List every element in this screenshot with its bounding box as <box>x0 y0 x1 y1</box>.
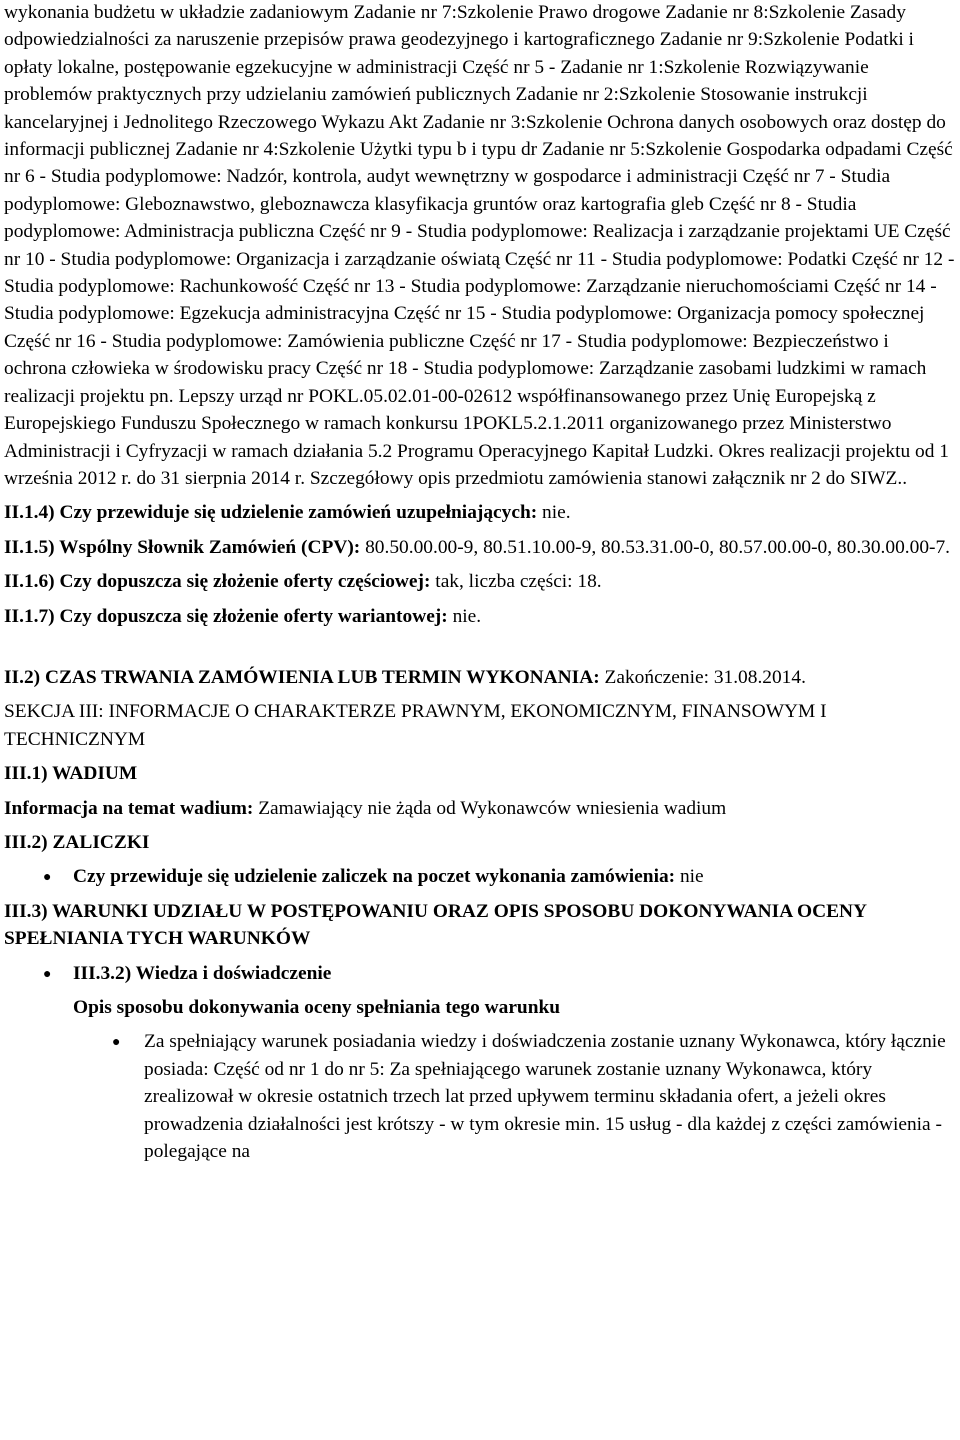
list-item <box>4 1028 956 1165</box>
warunki-list <box>4 960 956 987</box>
zaliczki-label: Czy przewiduje się udzielenie zaliczek na poczet wykonania zamówienia: <box>73 866 676 888</box>
zaliczki-list <box>4 863 956 890</box>
wadium-entry <box>4 795 956 822</box>
document-page <box>4 0 956 1165</box>
supplementary-orders-value: nie. <box>537 502 571 524</box>
supplementary-orders-label: II.1.4) Czy przewiduje się udzielenie zamówień uzupełniających: <box>4 502 538 524</box>
opis-heading-text: Opis sposobu dokonywania oceny spełniania tego warunku <box>73 997 561 1018</box>
duration-entry <box>4 664 956 691</box>
object-description-text: wykonania budżetu w układzie zadaniowym Zadanie nr 7:Szkolenie Prawo drogowe Zadanie nr 8:Szkolenie Zasady odpowiedzialności za naruszenie przepisów prawa geodezyjnego i kartograficznego Zadanie nr 9:Szkolenie Podatki i opłaty lokalne, postępowanie egzekucyjne w administracji Część nr 5 - Zadanie nr 1:Szkolenie Rozwiązywanie problemów praktycznych przy udzielaniu zamówień publicznych Zadanie nr 2:Szkolenie Stosowanie instrukcji kancelaryjnej i Jednolitego Rzeczowego Wykazu Akt Zadanie nr 3:Szkolenie Ochrona danych osobowych oraz dostęp do informacji publicznej Zadanie nr 4:Szkolenie Użytki typu b i typu dr Zadanie nr 5:Szkolenie Gospodarka odpadami Część nr 6 - Studia podyplomowe: Nadzór, kontrola, audyt wewnętrzny w gospodarce i administracji Część nr 7 - Studia podyplomowe: Gleboznawstwo, gleboznawcza klasyfikacja gruntów oraz kartografia gleb Część nr 8 - Studia podyplomowe: Administracja publiczna Część nr 9 - Studia podyplomowe: Realizacja i zarządzanie projektami UE Część nr 10 - Studia podyplomowe: Organizacja i zarządzanie oświatą Część nr 11 - Studia podyplomowe: Podatki Część nr 12 - Studia podyplomowe: Rachunkowość Część nr 13 - Studia podyplomowe: Zarządzanie nieruchomościami Część nr 14 - Studia podyplomowe: Egzekucja administracyjna Część nr 15 - Studia podyplomowe: Organizacja pomocy społecznej Część nr 16 - Studia podyplomowe: Zamówienia publiczne Część nr 17 - Studia podyplomowe: Bezpieczeństwo i ochrona człowieka w środowisku pracy Część nr 18 - Studia podyplomowe: Zarządzanie zasobami ludzkimi w ramach realizacji projektu pn. Lepszy urząd nr POKL.05.02.01-00-02612 współfinansowanego przez Unię Europejską z Europejskiego Funduszu Społecznego w ramach konkursu 1POKL5.2.1.2011 organizowanego przez Ministerstwo Administracji i Cyfryzacji w ramach działania 5.2 Programu Operacyjnego Kapitał Ludzki. Okres realizacji projektu od 1 września 2012 r. do 31 sierpnia 2014 r. Szczegółowy opis przedmiotu zamówienia stanowi załącznik nr 2 do SIWZ.. <box>4 2 955 489</box>
list-item <box>4 863 956 890</box>
duration-value: Zakończenie: 31.08.2014. <box>599 666 806 688</box>
supplementary-orders-entry <box>4 499 956 526</box>
list-item <box>4 960 956 987</box>
partial-offer-label: II.1.6) Czy dopuszcza się złożenie oferty częściowej: <box>4 571 431 593</box>
cpv-entry <box>4 534 956 561</box>
partial-offer-value: tak, liczba części: 18. <box>430 571 602 593</box>
opis-list <box>4 1028 956 1165</box>
zaliczki-heading-text: III.2) ZALICZKI <box>4 831 150 853</box>
wiedza-heading: III.3.2) Wiedza i doświadczenie <box>73 962 332 984</box>
wadium-heading <box>4 760 956 787</box>
variant-offer-label: II.1.7) Czy dopuszcza się złożenie oferty wariantowej: <box>4 605 448 627</box>
wadium-label: Informacja na temat wadium: <box>4 797 254 819</box>
partial-offer-entry <box>4 568 956 595</box>
duration-label: II.2) CZAS TRWANIA ZAMÓWIENIA LUB TERMIN WYKONANIA: <box>4 666 600 688</box>
section-iii-title: SEKCJA III: INFORMACJE O CHARAKTERZE PRAWNYM, EKONOMICZNYM, FINANSOWYM I TECHNICZNYM <box>4 701 827 750</box>
opis-heading <box>4 994 956 1021</box>
blank-line <box>4 637 956 664</box>
wadium-value: Zamawiający nie żąda od Wykonawców wniesienia wadium <box>253 797 727 819</box>
zaliczki-value: nie <box>675 866 704 888</box>
warunki-heading-text: III.3) WARUNKI UDZIAŁU W POSTĘPOWANIU ORAZ OPIS SPOSOBU DOKONYWANIA OCENY SPEŁNIANIA TYCH WARUNKÓW <box>4 900 867 950</box>
cpv-label: II.1.5) Wspólny Słownik Zamówień (CPV): <box>4 536 361 558</box>
warunki-heading <box>4 898 956 953</box>
opis-text: Za spełniający warunek posiadania wiedzy i doświadczenia zostanie uznany Wykonawca, który łącznie posiada: Część od nr 1 do nr 5: Za spełniającego warunek zostanie uznany Wykonawca, który zrealizował w okresie ostatnich trzech lat przed upływem terminu składania ofert, a jeżeli okres prowadzenia działalności jest krótszy - w tym okresie min. 15 usług - dla każdej z części zamówienia - polegające na <box>144 1031 946 1163</box>
bullet-icon: ● <box>112 1035 121 1051</box>
bullet-icon: ● <box>43 870 52 886</box>
variant-offer-entry <box>4 603 956 630</box>
zaliczki-heading <box>4 829 956 856</box>
cpv-value: 80.50.00.00-9, 80.51.10.00-9, 80.53.31.00-0, 80.57.00.00-0, 80.30.00.00-7. <box>360 536 951 558</box>
wadium-heading-text: III.1) WADIUM <box>4 763 138 785</box>
bullet-icon: ● <box>43 966 52 982</box>
variant-offer-value: nie. <box>447 605 482 627</box>
